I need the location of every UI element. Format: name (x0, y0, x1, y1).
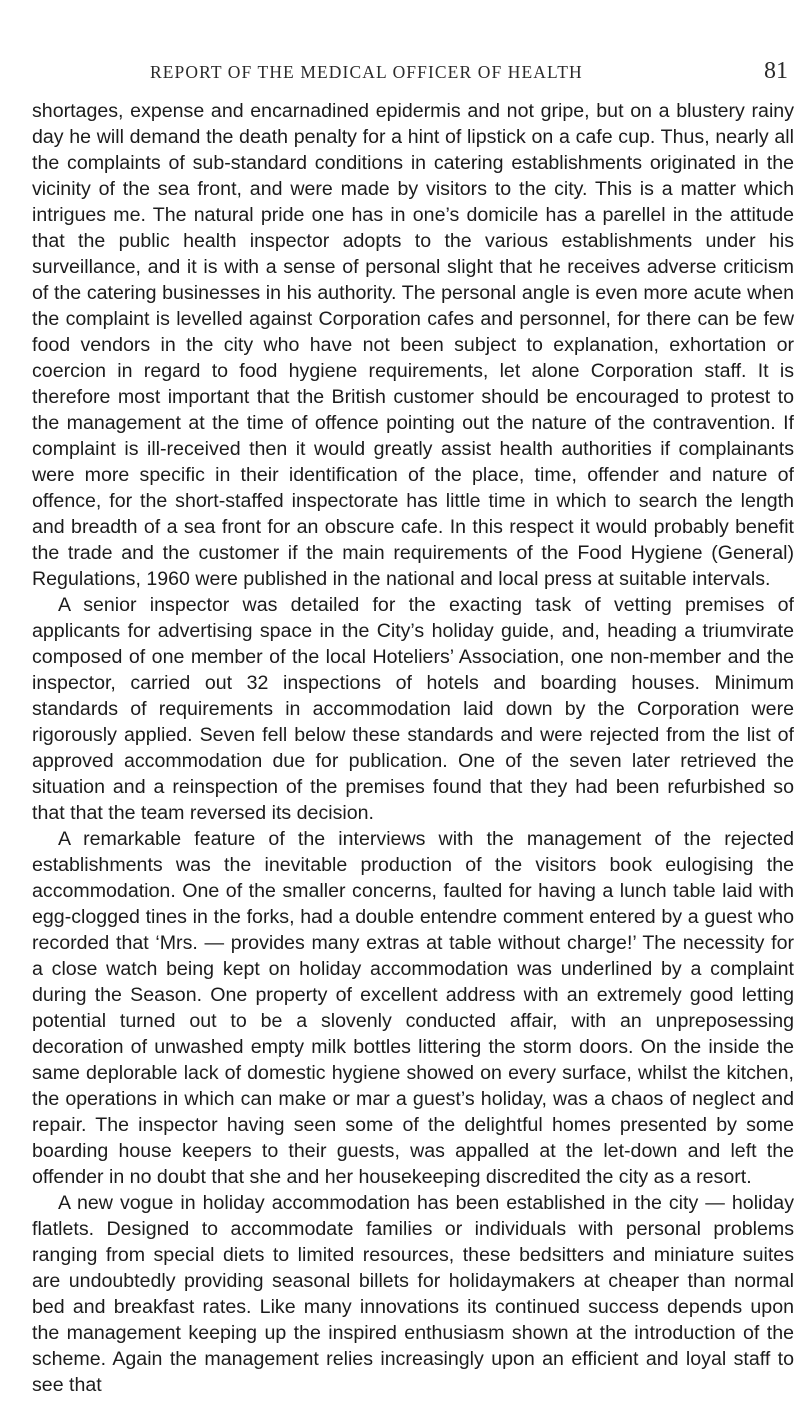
body-text (32, 98, 794, 1398)
paragraph-continuation: shortages, expense and encarnadined epidermis and not gripe, but on a blustery rainy day he will demand the death penalty for a hint of lipstick on a cafe cup. Thus, nearly all the complaints of sub-standard conditions in catering establishments originated in the vicinity of the sea front, and were made by visitors to the city. This is a matter which intrigues me. The natural pride one has in one’s domicile has a parellel in the attitude that the public health inspector adopts to the various establishments under his surveillance, and it is with a sense of personal slight that he receives adverse criticism of the catering businesses in his authority. The personal angle is even more acute when the complaint is levelled against Corporation cafes and personnel, for there can be few food vendors in the city who have not been subject to explanation, exhortation or coercion in regard to food hygiene requirements, let alone Corporation staff. It is therefore most important that the British customer should be encouraged to protest to the management at the time of offence pointing out the nature of the contravention. If complaint is ill-received then it would greatly assist health authorities if complainants were more specific in their identification of the place, time, offender and nature of offence, for the short-staffed inspectorate has little time in which to search the length and breadth of a sea front for an obscure cafe. In this respect it would probably benefit the trade and the customer if the main requirements of the Food Hygiene (General) Regulations, 1960 were published in the national and local press at suitable intervals. (32, 100, 794, 590)
paragraph-holiday-guide-inspections: A senior inspector was detailed for the exacting task of vetting premises of applicants for advertising space in the City’s holiday guide, and, heading a triumvirate composed of one member of the local Hoteliers’ Association, one non-member and the inspector, carried out 32 inspections of hotels and boarding houses. Minimum standards of requirements in accommodation laid down by the Corporation were rigorously applied. Seven fell below these standards and were rejected from the list of approved accommodation due for publication. One of the seven later retrieved the situation and a reinspection of the premises found that they had been refurbished so that that the team reversed its decision. (32, 594, 794, 824)
report-title: REPORT OF THE MEDICAL OFFICER OF HEALTH (150, 62, 583, 82)
page-number: 81 (764, 58, 788, 84)
paragraph-holiday-flatlets: A new vogue in holiday accommodation has been established in the city — holiday flatlets. Designed to accommodate families or individuals with personal problems ranging from special diets to limited resources, these bedsitters and miniature suites are undoubtedly providing seasonal billets for holidaymakers at cheaper than normal bed and breakfast rates. Like many innovations its continued success depends upon the management keeping up the inspired enthusiasm shown at the introduction of the scheme. Again the management relies increasingly upon an efficient and loyal staff to see that (32, 1192, 794, 1396)
running-header (0, 58, 800, 94)
paragraph-rejected-establishments: A remarkable feature of the interviews with the management of the rejected establishments was the inevitable production of the visitors book eulogising the accommodation. One of the smaller concerns, faulted for having a lunch table laid with egg-clogged tines in the forks, had a double entendre comment entered by a guest who recorded that ‘Mrs. — provides many extras at table without charge!’ The necessity for a close watch being kept on holiday accommodation was underlined by a complaint during the Season. One property of excellent address with an extremely good letting potential turned out to be a slovenly conducted affair, with an unpreposessing decoration of unwashed empty milk bottles littering the storm doors. On the inside the same deplorable lack of domestic hygiene showed on every surface, whilst the kitchen, the operations in which can make or mar a guest’s holiday, was a chaos of neglect and repair. The inspector having seen some of the delightful homes presented by some boarding house keepers to their guests, was appalled at the let-down and left the offender in no doubt that she and her housekeeping discredited the city as a resort. (32, 828, 794, 1188)
